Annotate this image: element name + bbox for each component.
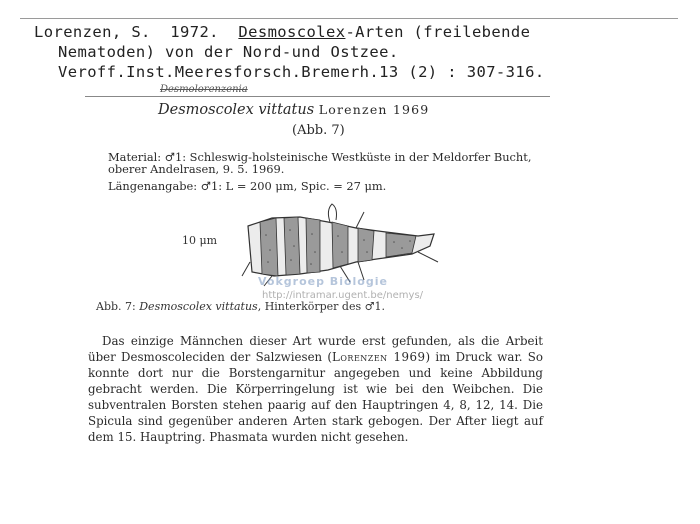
body-reference: Lorenzen 1969 (332, 350, 426, 364)
top-rule (20, 18, 678, 19)
body-paragraph: Das einzige Männchen dieser Art wurde erst gefunden, als die Arbeit über Desmoscoleciden der Salzwiesen (Lorenzen 1969) im Druck war. So konnte dort nur die Borstengarnitur angegeben und keine Abbildung gebracht werden. Die Körperringelung ist wie bei den Weibchen. Die subventralen Borsten stehen paarig auf den Hauptringen 4, 8, 12, 14. Die Spicula sind gegenüber anderen Arten stark gebogen. Der After liegt auf dem 15. Hauptring. Phasmata wurden nicht gesehen. (88, 334, 543, 444)
handwritten-note: Desmolorenzenia (160, 84, 248, 95)
watermark-text: Vokgroep Biologie (258, 275, 388, 288)
species-name: Desmoscolex vittatus (158, 102, 315, 118)
figure-reference: (Abb. 7) (292, 123, 345, 138)
separator-rule (85, 96, 550, 97)
material-text: Material: ♂1: Schleswig-holsteinische Westküste in der Meldorfer Bucht, oberer Andelrasen, 9. 5. 1969. (108, 150, 532, 176)
figure-caption: Abb. 7: Desmoscolex vittatus, Hinterkörper des ♂1. (96, 300, 385, 313)
measurements-text: Längenangabe: ♂1: L = 200 μm, Spic. = 27 μm. (108, 179, 387, 193)
citation-line-1: Lorenzen, S. 1972. Desmoscolex-Arten (freilebende (34, 23, 531, 41)
species-author: Lorenzen 1969 (318, 102, 430, 117)
body-text (88, 333, 543, 445)
watermark-url: http://intramar.ugent.be/nemys/ (262, 290, 424, 301)
citation-block (34, 22, 545, 82)
species-title (158, 102, 518, 118)
scale-label: 10 μm (182, 234, 218, 247)
citation-genus: Desmoscolex (238, 23, 346, 41)
citation-line-3: Veroff.Inst.Meeresforsch.Bremerh.13 (2) : 307-316. (58, 63, 545, 81)
citation-line-2: Nematoden) von der Nord-und Ostzee. (58, 43, 399, 61)
